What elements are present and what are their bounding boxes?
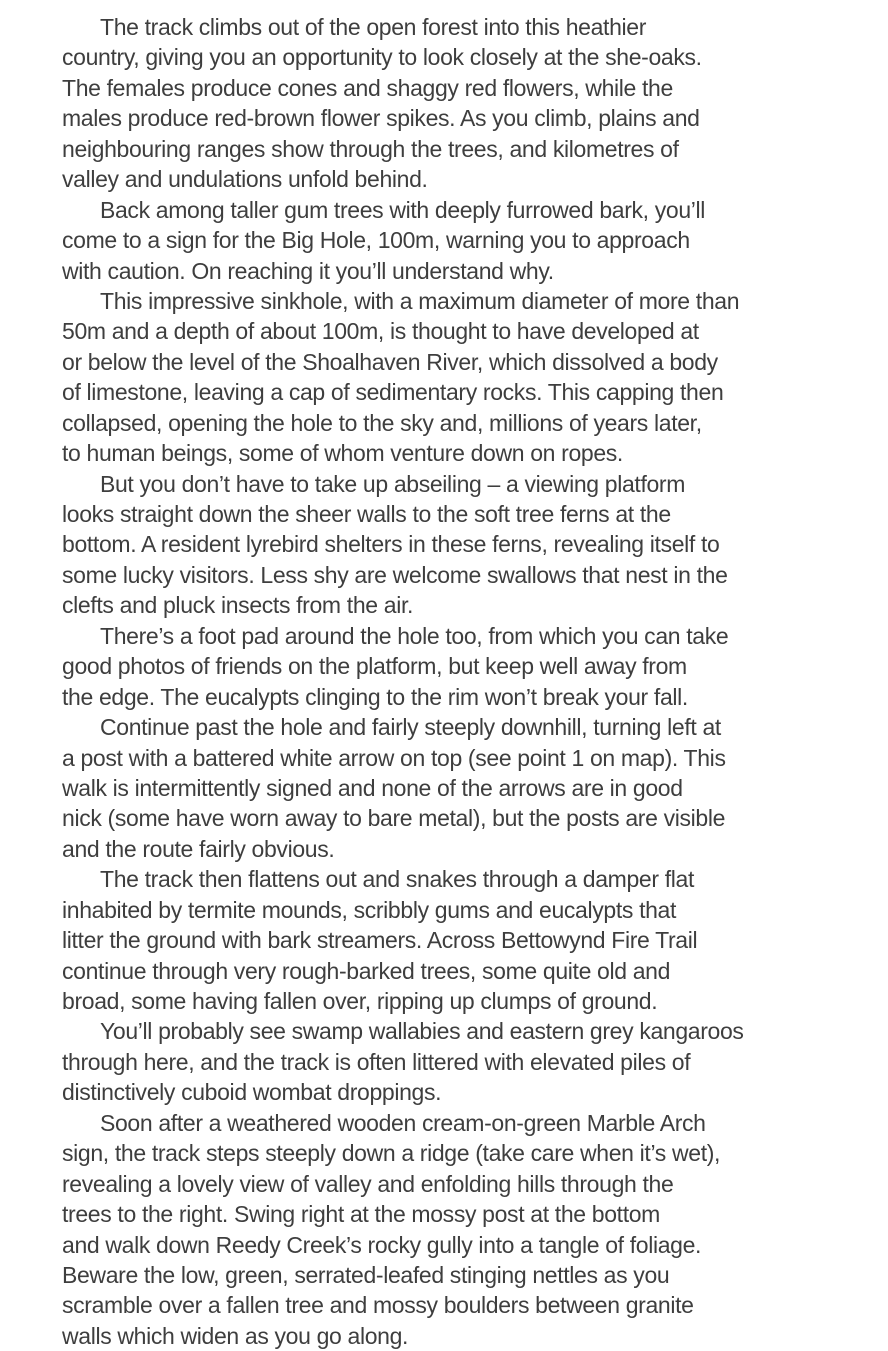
paragraph-5: [62, 621, 884, 712]
text-line: There’s a foot pad around the hole too, from which you can take: [100, 622, 729, 649]
text-line: You’ll probably see swamp wallabies and eastern grey kangaroos: [100, 1018, 744, 1045]
paragraph-8: [62, 1016, 884, 1107]
paragraph-1: [62, 12, 884, 195]
text-line: through here, and the track is often littered with elevated piles of: [62, 1048, 691, 1075]
text-line: revealing a lovely view of valley and enfolding hills through the: [62, 1170, 674, 1197]
text-line: some lucky visitors. Less shy are welcome swallows that nest in the: [62, 561, 728, 588]
text-line: sign, the track steps steeply down a ridge (take care when it’s wet),: [62, 1140, 721, 1167]
text-line: This impressive sinkhole, with a maximum diameter of more than: [100, 287, 740, 314]
text-line: nick (some have worn away to bare metal), but the posts are visible: [62, 805, 726, 832]
text-line: to human beings, some of whom venture down on ropes.: [62, 440, 623, 467]
text-line: neighbouring ranges show through the trees, and kilometres of: [62, 135, 679, 162]
text-line: a post with a battered white arrow on top (see point 1 on map). This: [62, 744, 726, 771]
text-line: and the route fairly obvious.: [62, 835, 335, 862]
text-line: with caution. On reaching it you’ll understand why.: [62, 257, 554, 284]
text-line: or below the level of the Shoalhaven River, which dissolved a body: [62, 348, 718, 375]
text-line: country, giving you an opportunity to look closely at the she-oaks.: [62, 44, 702, 71]
text-line: inhabited by termite mounds, scribbly gums and eucalypts that: [62, 896, 677, 923]
text-line: come to a sign for the Big Hole, 100m, warning you to approach: [62, 227, 690, 254]
text-line: scramble over a fallen tree and mossy boulders between granite: [62, 1292, 694, 1319]
text-line: distinctively cuboid wombat droppings.: [62, 1079, 442, 1106]
text-line: continue through very rough-barked trees, some quite old and: [62, 957, 671, 984]
paragraph-4: [62, 469, 884, 621]
paragraph-6: [62, 712, 884, 864]
text-line: bottom. A resident lyrebird shelters in these ferns, revealing itself to: [62, 531, 720, 558]
text-line: Back among taller gum trees with deeply furrowed bark, you’ll: [100, 196, 706, 223]
text-line: collapsed, opening the hole to the sky and, millions of years later,: [62, 409, 702, 436]
text-line: males produce red-brown flower spikes. As you climb, plains and: [62, 105, 700, 132]
text-line: Soon after a weathered wooden cream-on-green Marble Arch: [100, 1109, 706, 1136]
paragraph-7: [62, 864, 884, 1016]
text-line: walls which widen as you go along.: [62, 1322, 409, 1349]
text-line: But you don’t have to take up abseiling – a viewing platform: [100, 470, 686, 497]
paragraph-3: [62, 286, 884, 469]
text-line: broad, some having fallen over, ripping up clumps of ground.: [62, 988, 658, 1014]
paragraph-9: [62, 1108, 884, 1351]
text-line: Beware the low, green, serrated-leafed stinging nettles as you: [62, 1261, 670, 1288]
text-line: valley and undulations unfold behind.: [62, 166, 428, 193]
paragraph-2: [62, 195, 884, 286]
text-line: clefts and pluck insects from the air.: [62, 592, 414, 619]
text-line: good photos of friends on the platform, but keep well away from: [62, 653, 687, 680]
text-line: and walk down Reedy Creek’s rocky gully into a tangle of foliage.: [62, 1231, 702, 1258]
text-line: the edge. The eucalypts clinging to the rim won’t break your fall.: [62, 683, 688, 710]
text-line: of limestone, leaving a cap of sedimentary rocks. This capping then: [62, 379, 724, 406]
text-line: litter the ground with bark streamers. Across Bettowynd Fire Trail: [62, 927, 698, 954]
text-line: 50m and a depth of about 100m, is thought to have developed at: [62, 318, 699, 345]
text-line: The females produce cones and shaggy red flowers, while the: [62, 74, 673, 101]
text-line: walk is intermittently signed and none of the arrows are in good: [62, 774, 683, 801]
text-line: trees to the right. Swing right at the mossy post at the bottom: [62, 1201, 660, 1228]
text-line: Continue past the hole and fairly steeply downhill, turning left at: [100, 714, 721, 741]
text-line: looks straight down the sheer walls to the soft tree ferns at the: [62, 501, 671, 527]
text-line: The track climbs out of the open forest into this heathier: [100, 14, 647, 40]
text-line: The track then flattens out and snakes through a damper flat: [100, 866, 694, 893]
